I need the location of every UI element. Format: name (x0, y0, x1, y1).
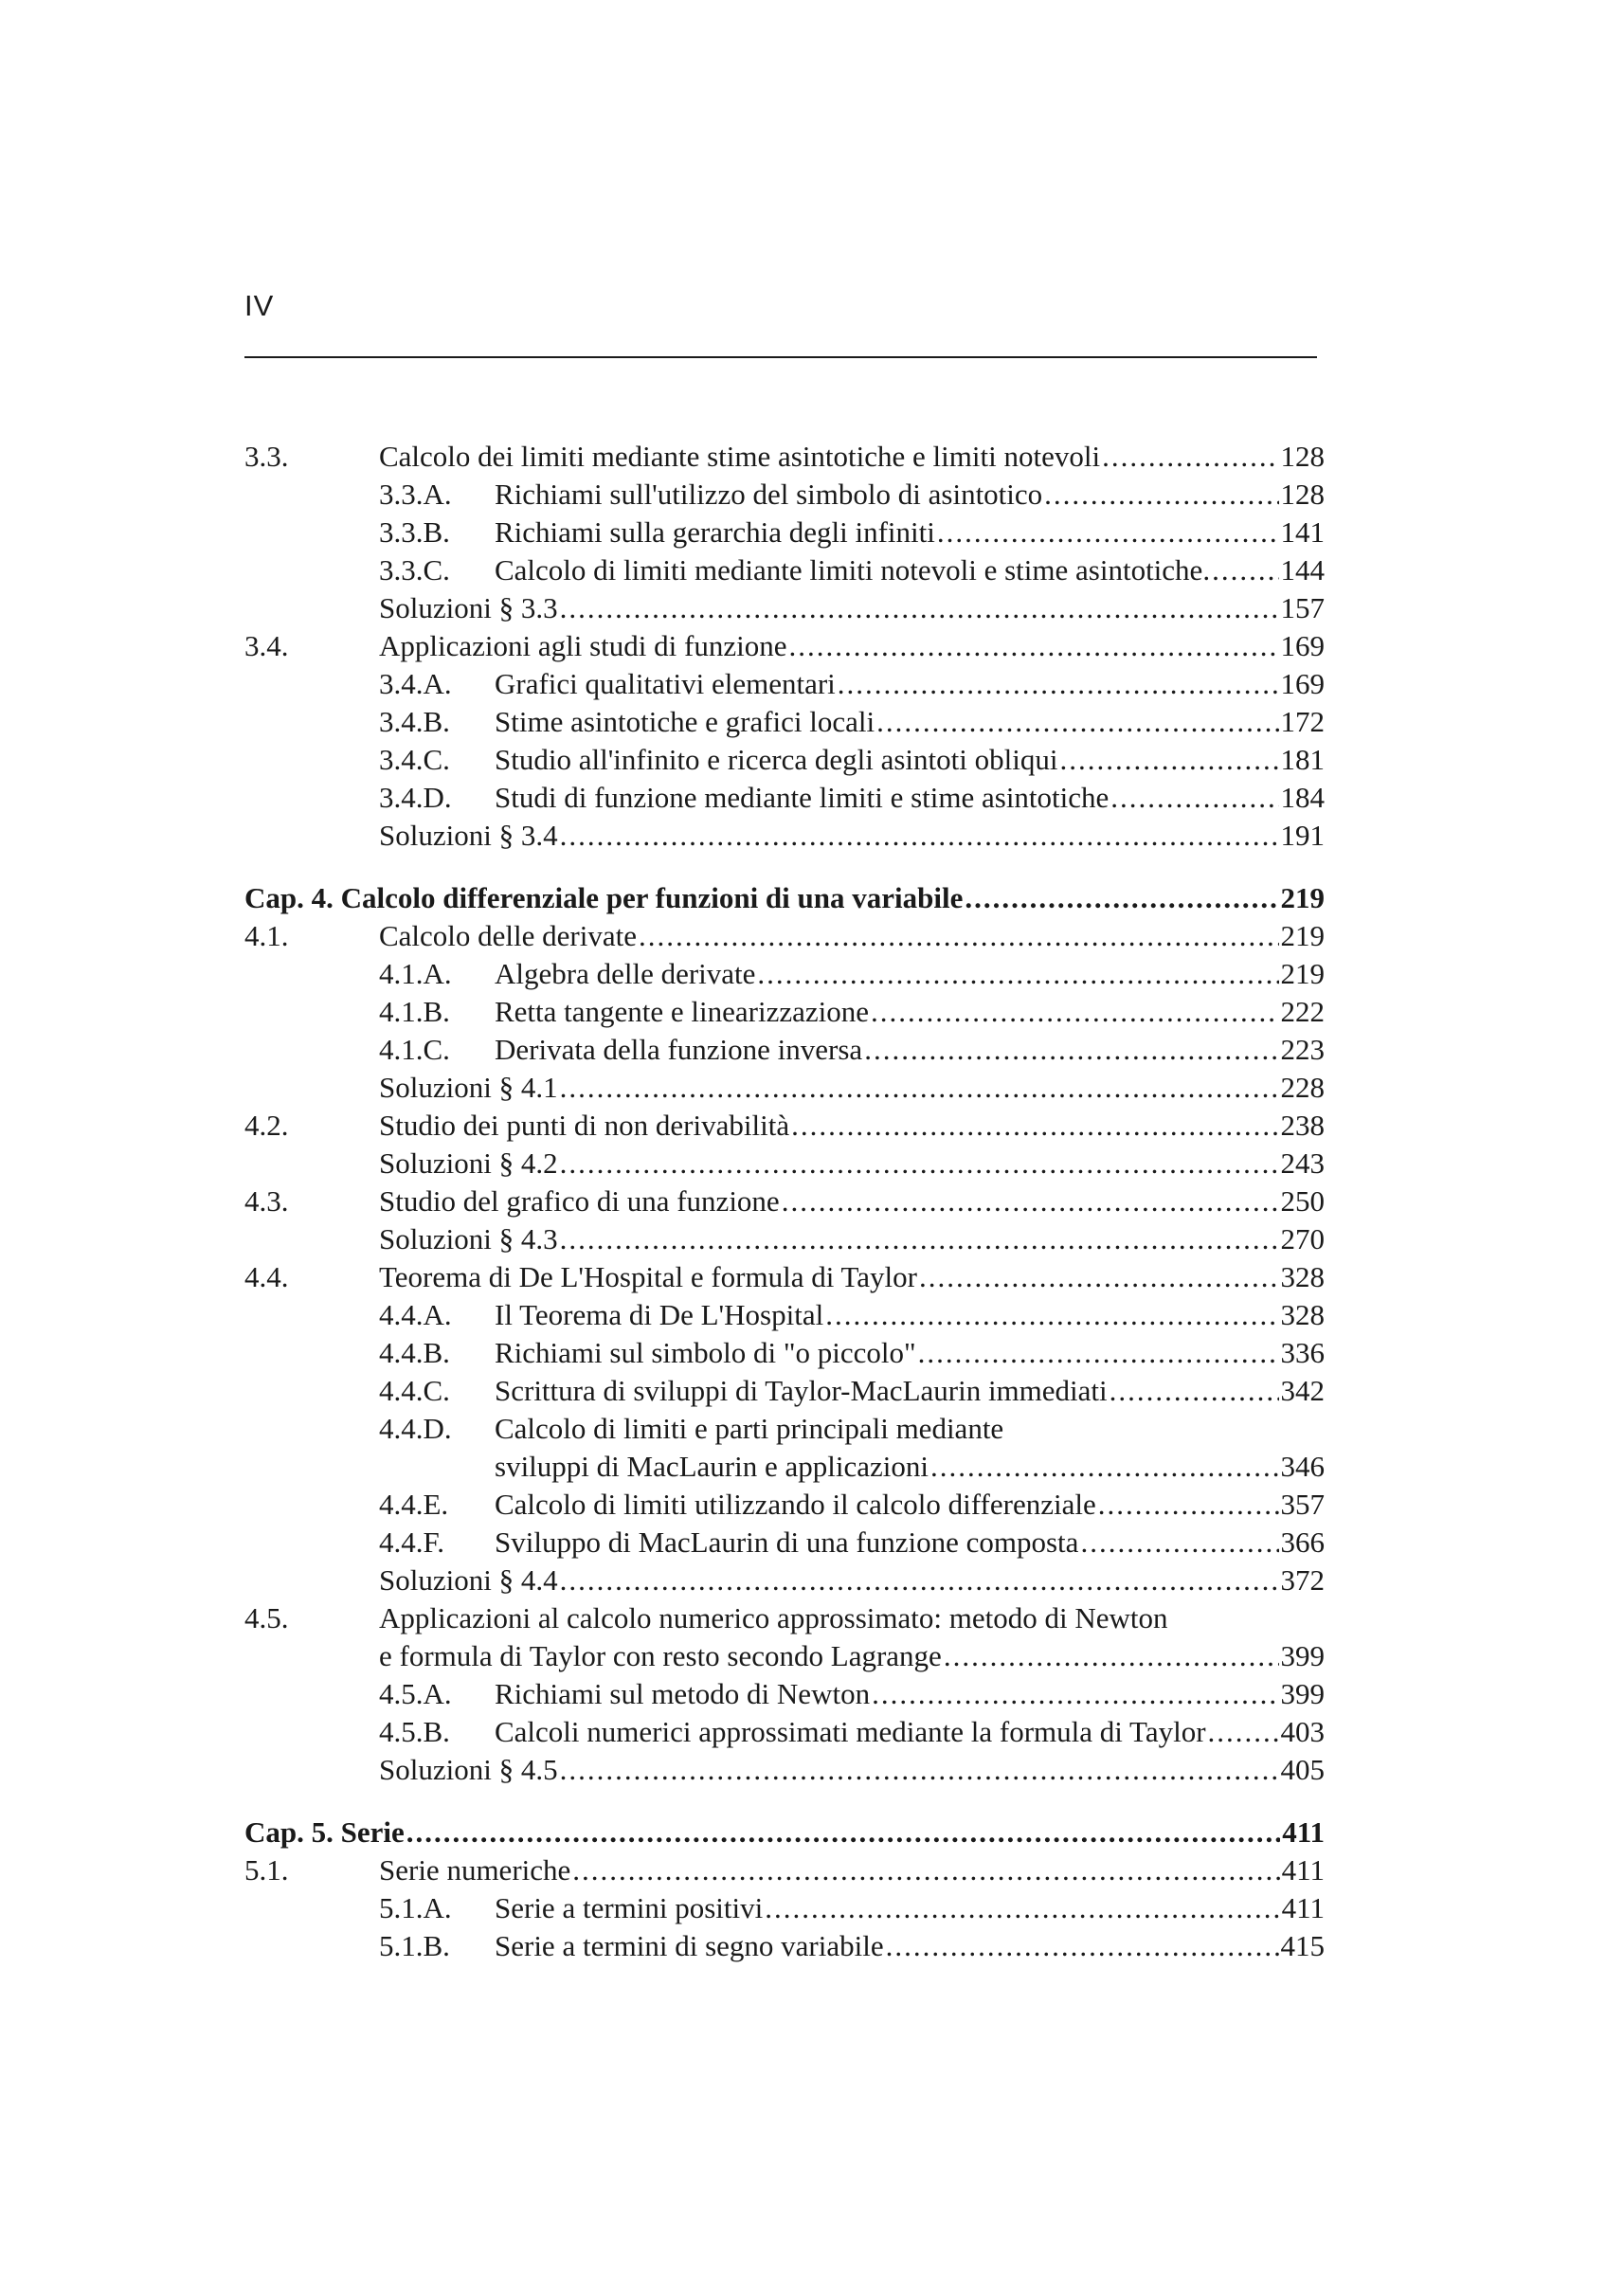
dot-leader (560, 1562, 1279, 1599)
toc-entry-page: 169 (1279, 665, 1326, 703)
toc-entry (244, 1751, 1325, 1789)
toc-entry-title: Studio del grafico di una funzione (379, 1183, 782, 1220)
toc-entry (244, 627, 1325, 665)
toc-entry-page: 342 (1279, 1372, 1326, 1410)
toc-entry (244, 589, 1325, 627)
toc-entry-title: Algebra delle derivate (495, 955, 757, 993)
dot-leader (788, 627, 1278, 665)
toc-entry-title: Derivata della funzione inversa (495, 1031, 864, 1069)
toc-entry-page: 411 (1280, 1814, 1325, 1851)
toc-entry (244, 438, 1325, 476)
toc-entry-page: 411 (1280, 1851, 1325, 1889)
dot-leader (864, 1031, 1278, 1069)
toc-entry-title: Applicazioni agli studi di funzione (379, 627, 788, 665)
toc-entry-title: Soluzioni § 4.2 (379, 1145, 560, 1183)
dot-leader (1080, 1524, 1278, 1562)
toc-entry (244, 1524, 1325, 1562)
toc-entry-title: Studi di funzione mediante limiti e stime asintotiche (495, 779, 1110, 817)
toc-entry-number: 4.5. (244, 1601, 289, 1634)
toc-entry-page: 403 (1279, 1713, 1326, 1751)
toc-entry (244, 1675, 1325, 1713)
toc-entry-number: 3.4. (244, 629, 289, 662)
toc-entry-title: Richiami sulla gerarchia degli infiniti (495, 514, 937, 551)
dot-leader (765, 1889, 1279, 1927)
toc-entry-page: 219 (1279, 917, 1326, 955)
toc-entry-page: 270 (1279, 1220, 1326, 1258)
toc-entry-number: 4.1.A. (379, 957, 452, 990)
toc-entry (244, 1145, 1325, 1183)
toc-entry (244, 703, 1325, 741)
toc-entry-page: 222 (1279, 993, 1326, 1031)
dot-leader (560, 1751, 1279, 1789)
toc-entry (244, 1637, 1325, 1675)
toc-entry-title: Serie a termini di segno variabile (495, 1927, 886, 1965)
toc-entry-page: 228 (1279, 1069, 1326, 1107)
toc-entry-page: 141 (1279, 514, 1326, 551)
toc-entry-page: 405 (1279, 1751, 1326, 1789)
toc-entry-title: Soluzioni § 3.3 (379, 589, 560, 627)
toc-entry (244, 1448, 1325, 1486)
toc-entry-title: Soluzioni § 4.1 (379, 1069, 560, 1107)
toc-entry-page: 184 (1279, 779, 1326, 817)
toc-entry-number: 4.4.E. (379, 1488, 449, 1521)
dot-leader (572, 1851, 1279, 1889)
toc-entry-number: 5.1.B. (379, 1929, 450, 1962)
toc-entry (244, 1069, 1325, 1107)
dot-leader (919, 1258, 1279, 1296)
toc-entry-title: Il Teorema di De L'Hospital (495, 1296, 825, 1334)
toc-entry-page: 336 (1279, 1334, 1326, 1372)
toc-entry-title: Scrittura di sviluppi di Taylor-MacLaurin immediati (495, 1372, 1110, 1410)
toc-entry-number: 3.4.A. (379, 667, 452, 700)
toc-entry-page: 191 (1279, 817, 1326, 855)
toc-entry (244, 1713, 1325, 1751)
dot-leader (560, 589, 1279, 627)
toc-entry-title: Sviluppo di MacLaurin di una funzione composta (495, 1524, 1080, 1562)
toc-entry (244, 817, 1325, 855)
toc-entry-page: 366 (1279, 1524, 1326, 1562)
toc-entry-title: Teorema di De L'Hospital e formula di Taylor (379, 1258, 919, 1296)
toc-entry-title: Serie a termini positivi (495, 1889, 765, 1927)
toc-entry (244, 1562, 1325, 1599)
dot-leader (838, 665, 1279, 703)
toc-entry-title: Soluzioni § 4.4 (379, 1562, 560, 1599)
dot-leader (757, 955, 1278, 993)
toc-entry (244, 514, 1325, 551)
toc-entry-number: 4.4.C. (379, 1374, 450, 1407)
toc-entry (244, 1372, 1325, 1410)
toc-entry-title: Richiami sull'utilizzo del simbolo di asintotico (495, 476, 1044, 514)
toc-entry-page: 328 (1279, 1296, 1326, 1334)
toc-entry-title: Calcolo dei limiti mediante stime asintotiche e limiti notevoli (379, 438, 1102, 476)
header-rule (244, 356, 1317, 358)
dot-leader (1212, 551, 1278, 589)
toc-entry-page: 411 (1280, 1889, 1325, 1927)
dot-leader (1059, 741, 1278, 779)
toc-entry-number: 3.4.C. (379, 743, 450, 776)
toc-entry-number: 3.4.D. (379, 781, 452, 814)
toc-entry (244, 1031, 1325, 1069)
toc-entry-page: 250 (1279, 1183, 1326, 1220)
toc-entry-number: 5.1.A. (379, 1891, 452, 1924)
dot-leader (886, 1927, 1279, 1965)
toc-entry (244, 1410, 1325, 1448)
dot-leader (965, 879, 1278, 917)
dot-leader (639, 917, 1279, 955)
toc-entry-title: e formula di Taylor con resto secondo Lagrange (379, 1637, 944, 1675)
toc-entry (244, 741, 1325, 779)
toc-entry-number: 3.4.B. (379, 705, 450, 738)
toc-entry-page: 238 (1279, 1107, 1326, 1145)
toc-entry-page: 219 (1279, 879, 1326, 917)
toc-entry-number: 4.3. (244, 1184, 289, 1218)
toc-entry-number: 4.4.A. (379, 1298, 452, 1331)
toc-entry-number: 4.4. (244, 1260, 289, 1293)
toc-entry (244, 1296, 1325, 1334)
toc-entry-number: 5.1. (244, 1853, 289, 1887)
toc-entry-number: 3.3.A. (379, 478, 452, 511)
dot-leader (1044, 476, 1278, 514)
toc-entry-page: 399 (1279, 1675, 1326, 1713)
toc-entry-title: Calcolo delle derivate (379, 917, 639, 955)
toc-entry-title: Richiami sul simbolo di "o piccolo" (495, 1334, 918, 1372)
toc-entry (244, 1599, 1325, 1637)
toc-entry-title: Soluzioni § 4.3 (379, 1220, 560, 1258)
dot-leader (937, 514, 1279, 551)
toc-entry-page: 144 (1279, 551, 1326, 589)
toc-entry-number: 4.5.B. (379, 1715, 450, 1748)
dot-leader (1110, 1372, 1279, 1410)
dot-leader (944, 1637, 1279, 1675)
toc-entry-number: 3.3.C. (379, 553, 450, 587)
toc-entry (244, 1889, 1325, 1927)
toc-entry-number: 4.2. (244, 1109, 289, 1142)
toc-entry-title: sviluppi di MacLaurin e applicazioni (495, 1448, 930, 1486)
toc-entry-page: 243 (1279, 1145, 1326, 1183)
toc-entry-number: 4.4.B. (379, 1336, 450, 1369)
toc-entry (244, 917, 1325, 955)
toc-entry-title: Serie numeriche (379, 1851, 572, 1889)
toc-entry-title: Soluzioni § 4.5 (379, 1751, 560, 1789)
toc-entry-title: Soluzioni § 3.4 (379, 817, 560, 855)
toc-entry (244, 551, 1325, 589)
toc-entry-title: Studio all'infinito e ricerca degli asintoti obliqui (495, 741, 1059, 779)
toc-entry-number: 3.3.B. (379, 515, 450, 549)
dot-leader (782, 1183, 1279, 1220)
toc-entry (244, 993, 1325, 1031)
dot-leader (930, 1448, 1279, 1486)
toc-entry-page: 328 (1279, 1258, 1326, 1296)
toc-entry-page: 219 (1279, 955, 1326, 993)
toc-entry-page: 372 (1279, 1562, 1326, 1599)
dot-leader (1110, 779, 1278, 817)
toc-entry-page: 399 (1279, 1637, 1326, 1675)
toc-entry-title: Retta tangente e linearizzazione (495, 993, 871, 1031)
toc-entry-page: 346 (1279, 1448, 1326, 1486)
toc-entry-title: Richiami sul metodo di Newton (495, 1675, 872, 1713)
toc-entry-number: 4.1.C. (379, 1033, 450, 1066)
dot-leader (871, 993, 1278, 1031)
toc-entry-number: 4.1.B. (379, 995, 450, 1028)
toc-entry (244, 955, 1325, 993)
toc-entry-number: 3.3. (244, 440, 289, 473)
toc-entry-title: Calcolo di limiti utilizzando il calcolo differenziale (495, 1486, 1098, 1524)
toc-entry (244, 1220, 1325, 1258)
toc-entry-page: 223 (1279, 1031, 1326, 1069)
dot-leader (1098, 1486, 1279, 1524)
toc-chapter-entry (244, 879, 1325, 917)
toc-entry (244, 476, 1325, 514)
dot-leader (876, 703, 1278, 741)
toc-entry (244, 1927, 1325, 1965)
toc-entry (244, 1183, 1325, 1220)
toc-entry-page: 128 (1279, 476, 1326, 514)
dot-leader (825, 1296, 1278, 1334)
dot-leader (1208, 1713, 1279, 1751)
toc-entry-title: Calcoli numerici approssimati mediante la formula di Taylor (495, 1713, 1208, 1751)
toc-entry-page: 157 (1279, 589, 1326, 627)
toc-entry (244, 1258, 1325, 1296)
toc-entry-page: 169 (1279, 627, 1326, 665)
dot-leader (872, 1675, 1278, 1713)
toc-entry-title: Calcolo di limiti mediante limiti notevoli e stime asintotiche. (495, 551, 1212, 589)
toc-entry-page: 172 (1279, 703, 1326, 741)
toc-chapter-entry (244, 1814, 1325, 1851)
toc-entry (244, 665, 1325, 703)
toc-entry-number: 4.4.F. (379, 1526, 445, 1559)
page-number-header: IV (244, 289, 275, 322)
toc-entry-title: Applicazioni al calcolo numerico approssimato: metodo di Newton (379, 1599, 1169, 1637)
toc-entry (244, 1107, 1325, 1145)
toc-entry-page: 357 (1279, 1486, 1326, 1524)
toc-entry (244, 1486, 1325, 1524)
toc-entry-title: Stime asintotiche e grafici locali (495, 703, 876, 741)
toc-entry-title: Cap. 5. Serie (244, 1814, 406, 1851)
dot-leader (560, 817, 1279, 855)
dot-leader (791, 1107, 1278, 1145)
dot-leader (918, 1334, 1279, 1372)
dot-leader (560, 1220, 1279, 1258)
toc-entry-title: Calcolo di limiti e parti principali mediante (495, 1410, 1005, 1448)
toc-entry (244, 1851, 1325, 1889)
toc-entry-page: 415 (1279, 1927, 1326, 1965)
toc-entry-number: 4.4.D. (379, 1412, 452, 1445)
toc-entry-page: 128 (1279, 438, 1326, 476)
toc-entry-page: 181 (1279, 741, 1326, 779)
toc-entry-title: Studio dei punti di non derivabilità (379, 1107, 791, 1145)
toc-entry-number: 4.5.A. (379, 1677, 452, 1710)
toc-entry-title: Grafici qualitativi elementari (495, 665, 838, 703)
dot-leader (560, 1145, 1279, 1183)
toc-entry-title: Cap. 4. Calcolo differenziale per funzioni di una variabile (244, 879, 965, 917)
table-of-contents (244, 438, 1325, 1965)
toc-entry-number: 4.1. (244, 919, 289, 952)
dot-leader (1102, 438, 1278, 476)
toc-entry (244, 1334, 1325, 1372)
dot-leader (560, 1069, 1279, 1107)
dot-leader (406, 1814, 1280, 1851)
toc-entry (244, 779, 1325, 817)
